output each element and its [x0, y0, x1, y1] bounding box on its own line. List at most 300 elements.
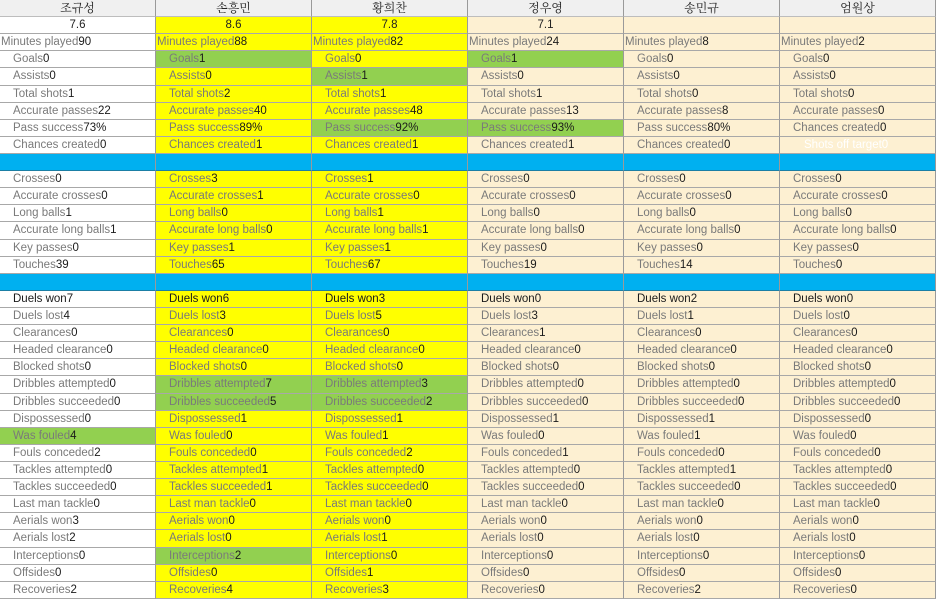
stat-cell[interactable] [624, 445, 780, 462]
stat-cell[interactable] [624, 188, 780, 205]
stat-cell[interactable] [0, 291, 156, 308]
stat-cell[interactable] [468, 291, 624, 308]
stat-cell[interactable] [780, 496, 936, 513]
stat-cell[interactable] [156, 479, 312, 496]
stat-label: Tackles succeeded [481, 481, 579, 494]
stat-cell[interactable] [624, 462, 780, 479]
stat-value: 0 [43, 53, 50, 66]
stat-label: Headed clearance [169, 344, 263, 357]
stat-label: Accurate passes [13, 104, 99, 117]
stat-cell[interactable] [0, 205, 156, 222]
rating-cell[interactable]: 7.8 [312, 17, 468, 34]
stat-cell[interactable] [156, 530, 312, 547]
stat-cell[interactable] [624, 496, 780, 513]
stat-cell[interactable] [780, 222, 936, 239]
stat-value: 0 [845, 207, 852, 220]
stat-value: 1 [261, 463, 269, 476]
stat-cell[interactable] [624, 103, 780, 120]
stat-label: Pass success [169, 121, 240, 134]
stat-cell[interactable] [780, 257, 936, 274]
stat-cell[interactable] [0, 188, 156, 205]
stat-cell[interactable] [0, 171, 156, 188]
stat-cell[interactable] [156, 496, 312, 513]
stat-cell[interactable] [0, 68, 156, 85]
stat-cell[interactable] [780, 394, 936, 411]
stat-cell[interactable] [624, 205, 780, 222]
stat-label: Was fouled [481, 429, 539, 442]
minutes-cell[interactable] [468, 34, 624, 51]
stat-label: Tackles succeeded [793, 481, 891, 494]
stat-label: Recoveries [169, 583, 227, 596]
stat-cell[interactable] [468, 342, 624, 359]
stat-cell[interactable] [468, 222, 624, 239]
section-divider [0, 274, 156, 291]
stat-cell[interactable] [780, 513, 936, 530]
stat-label: Assists [793, 70, 830, 83]
stat-label: Duels lost [169, 309, 220, 322]
stat-cell[interactable] [0, 582, 156, 599]
stat-value: 22 [98, 104, 111, 117]
stat-value: 1 [199, 53, 206, 66]
stat-label: Total shots [637, 87, 692, 100]
stat-cell[interactable] [0, 513, 156, 530]
stat-cell[interactable] [312, 171, 468, 188]
stat-label: Crosses [13, 173, 56, 186]
stat-label: Accurate crosses [325, 190, 414, 203]
stat-cell[interactable] [624, 51, 780, 68]
stat-cell[interactable] [624, 479, 780, 496]
stat-value: 82 [390, 36, 404, 49]
stat-cell[interactable] [780, 428, 936, 445]
stat-cell[interactable] [312, 103, 468, 120]
stat-cell[interactable] [312, 120, 468, 137]
stat-cell[interactable] [0, 479, 156, 496]
stat-cell[interactable] [156, 137, 312, 154]
stat-cell[interactable] [468, 68, 624, 85]
stat-cell[interactable] [780, 548, 936, 565]
stat-cell[interactable] [312, 137, 468, 154]
stat-cell[interactable] [468, 325, 624, 342]
stat-label: Pass success [481, 121, 552, 134]
rating-cell[interactable] [624, 17, 780, 34]
stat-cell[interactable] [156, 548, 312, 565]
stat-cell[interactable] [780, 103, 936, 120]
stat-cell[interactable] [312, 188, 468, 205]
stat-cell[interactable] [780, 342, 936, 359]
stat-cell[interactable] [468, 308, 624, 325]
stat-cell[interactable] [312, 394, 468, 411]
stat-label: Was fouled [793, 429, 851, 442]
stat-cell[interactable] [312, 325, 468, 342]
stat-cell[interactable] [312, 376, 468, 393]
stat-cell[interactable] [624, 394, 780, 411]
stat-cell[interactable] [780, 188, 936, 205]
stat-value: 1 [396, 412, 403, 425]
stat-cell[interactable] [0, 137, 156, 154]
rating-cell[interactable]: 8.6 [156, 17, 312, 34]
stat-cell[interactable] [156, 462, 312, 479]
stat-cell[interactable] [624, 342, 780, 359]
stat-cell[interactable] [780, 291, 936, 308]
stat-cell[interactable] [312, 359, 468, 376]
stat-label: Touches [169, 258, 212, 271]
stat-value: 14 [679, 258, 693, 271]
stat-label: Last man tackle [637, 498, 718, 511]
stat-value: 2 [223, 87, 231, 100]
stat-label: Offsides [793, 566, 835, 579]
stat-label: Key passes [13, 241, 73, 254]
stat-cell[interactable] [624, 582, 780, 599]
stat-cell[interactable] [468, 359, 624, 376]
stat-cell[interactable] [468, 188, 624, 205]
stat-value: 24 [546, 36, 560, 49]
column-header-player[interactable]: 손흥민 [156, 0, 312, 17]
stat-value: 0 [205, 70, 212, 83]
stat-cell[interactable] [624, 68, 780, 85]
stat-cell[interactable] [156, 582, 312, 599]
stat-cell[interactable] [624, 240, 780, 257]
stat-label: Duels lost [481, 309, 532, 322]
stat-value: 0 [534, 292, 542, 305]
stat-label: Recoveries [793, 583, 851, 596]
stat-cell[interactable] [312, 240, 468, 257]
stat-cell[interactable] [780, 376, 936, 393]
stat-value: 0 [422, 481, 429, 494]
stat-cell[interactable] [780, 68, 936, 85]
stat-cell[interactable] [468, 103, 624, 120]
stat-cell[interactable] [780, 582, 936, 599]
rating-cell[interactable] [780, 17, 936, 34]
stat-cell[interactable] [468, 428, 624, 445]
stat-value: 0 [106, 344, 113, 357]
stat-label: Accurate long balls [13, 224, 111, 237]
stat-cell[interactable] [156, 86, 312, 103]
stat-value: 0 [734, 224, 741, 237]
stat-value: 0 [858, 549, 866, 562]
stat-label: Dispossessed [637, 412, 709, 425]
stat-value: 0 [829, 70, 836, 83]
stat-cell[interactable] [468, 479, 624, 496]
stat-cell[interactable] [468, 137, 624, 154]
column-header-player[interactable]: 정우영 [468, 0, 624, 17]
section-divider [780, 274, 936, 291]
stat-cell[interactable] [468, 530, 624, 547]
stat-label: Last man tackle [325, 498, 406, 511]
stat-cell[interactable] [156, 222, 312, 239]
stat-cell[interactable] [156, 308, 312, 325]
stat-cell[interactable] [312, 51, 468, 68]
stat-cell[interactable] [780, 359, 936, 376]
stat-cell[interactable] [780, 137, 936, 154]
stat-cell[interactable] [780, 479, 936, 496]
stat-value: 1 [567, 138, 575, 151]
stat-cell[interactable] [624, 171, 780, 188]
stat-label: Long balls [169, 207, 222, 220]
stat-cell[interactable] [624, 137, 780, 154]
stat-cell[interactable] [0, 359, 156, 376]
stat-label: Crosses [637, 173, 680, 186]
stat-cell[interactable] [0, 86, 156, 103]
stat-cell[interactable] [156, 565, 312, 582]
stat-label: Accurate passes [325, 104, 411, 117]
stat-cell[interactable] [468, 51, 624, 68]
stat-cell[interactable] [312, 291, 468, 308]
stat-label: Crosses [169, 173, 212, 186]
stat-cell[interactable] [156, 103, 312, 120]
stat-cell[interactable] [0, 565, 156, 582]
stat-value: 5 [375, 309, 382, 322]
stat-cell[interactable] [312, 548, 468, 565]
stat-cell[interactable] [0, 342, 156, 359]
stat-cell[interactable] [624, 86, 780, 103]
stat-cell[interactable] [780, 240, 936, 257]
stat-cell[interactable] [624, 257, 780, 274]
stat-cell[interactable] [468, 205, 624, 222]
column-header-player[interactable]: 송민규 [624, 0, 780, 17]
stat-label: Offsides [325, 566, 367, 579]
stat-cell[interactable] [468, 411, 624, 428]
stat-value: 0 [695, 327, 702, 340]
stat-cell[interactable] [156, 51, 312, 68]
stat-cell[interactable] [312, 530, 468, 547]
stat-cell[interactable] [624, 308, 780, 325]
stat-cell[interactable] [0, 411, 156, 428]
stat-cell[interactable] [312, 582, 468, 599]
stat-cell[interactable] [156, 411, 312, 428]
stat-value: 0 [417, 463, 425, 476]
stat-cell[interactable] [468, 548, 624, 565]
stat-cell[interactable] [0, 496, 156, 513]
stat-label: Minutes played [157, 36, 235, 49]
stat-value: 4 [226, 583, 233, 596]
stat-cell[interactable] [312, 428, 468, 445]
minutes-cell[interactable] [780, 34, 936, 51]
stat-cell[interactable] [780, 205, 936, 222]
stat-cell[interactable] [468, 513, 624, 530]
stat-cell[interactable] [0, 103, 156, 120]
stat-cell[interactable] [468, 445, 624, 462]
stat-cell[interactable] [156, 342, 312, 359]
stat-label: Headed clearance [637, 344, 731, 357]
stat-value: 4 [63, 309, 70, 322]
stat-value: 0 [850, 429, 857, 442]
stat-cell[interactable] [156, 428, 312, 445]
stat-cell[interactable] [624, 548, 780, 565]
stat-cell[interactable] [312, 308, 468, 325]
stat-cell[interactable] [780, 530, 936, 547]
stat-cell[interactable] [624, 120, 780, 137]
stat-label: Total shots [169, 87, 224, 100]
stat-value: 1 [257, 190, 264, 203]
stat-label: Last man tackle [169, 498, 250, 511]
stat-cell[interactable] [0, 394, 156, 411]
stat-cell[interactable] [312, 496, 468, 513]
stat-cell[interactable] [0, 120, 156, 137]
stat-cell[interactable] [156, 257, 312, 274]
stat-value: 0 [578, 481, 585, 494]
stat-cell[interactable] [156, 359, 312, 376]
stat-cell[interactable] [156, 188, 312, 205]
stat-label: Last man tackle [793, 498, 874, 511]
stat-cell[interactable] [0, 257, 156, 274]
stat-value: 2 [70, 583, 77, 596]
stat-cell[interactable] [156, 394, 312, 411]
stat-value: 0 [708, 361, 716, 374]
stat-value: 0 [574, 344, 581, 357]
minutes-cell[interactable] [312, 34, 468, 51]
minutes-cell[interactable] [156, 34, 312, 51]
stat-cell[interactable] [780, 445, 936, 462]
stat-cell[interactable] [624, 411, 780, 428]
stat-cell[interactable] [468, 565, 624, 582]
column-header-player[interactable]: 엄원상 [780, 0, 936, 17]
stat-cell[interactable] [780, 86, 936, 103]
stat-label: Fouls conceded [637, 446, 719, 459]
stat-label: Dribbles attempted [481, 378, 578, 391]
stat-value: 0 [84, 361, 92, 374]
stat-label: Dribbles succeeded [481, 395, 583, 408]
stat-cell[interactable] [312, 205, 468, 222]
stat-cell[interactable] [0, 376, 156, 393]
stat-label: Aerials lost [169, 532, 226, 545]
stat-cell[interactable] [156, 120, 312, 137]
stat-cell[interactable] [0, 308, 156, 325]
stat-cell[interactable] [312, 445, 468, 462]
stat-label: Clearances [325, 327, 384, 340]
stat-value: 0 [538, 583, 545, 596]
stat-cell[interactable] [468, 240, 624, 257]
stat-cell[interactable] [156, 171, 312, 188]
stat-cell[interactable] [624, 359, 780, 376]
section-divider [624, 274, 780, 291]
stat-label: Accurate long balls [793, 224, 891, 237]
stat-cell[interactable] [312, 86, 468, 103]
stat-cell[interactable] [624, 513, 780, 530]
stat-value: 3 [378, 292, 386, 305]
stat-cell[interactable] [156, 513, 312, 530]
stat-cell[interactable] [156, 240, 312, 257]
stat-label: Was fouled [169, 429, 227, 442]
stat-value: 3 [72, 515, 79, 528]
column-header-player[interactable]: 조규성 [0, 0, 156, 17]
rating-cell[interactable]: 7.6 [0, 17, 156, 34]
stat-cell[interactable] [468, 462, 624, 479]
stat-value: 0 [873, 498, 880, 511]
stat-cell[interactable] [624, 565, 780, 582]
stat-label: Interceptions [481, 549, 547, 562]
stat-cell[interactable] [468, 257, 624, 274]
stat-cell[interactable] [780, 120, 936, 137]
stat-value: 0 [561, 498, 568, 511]
stat-value: 13 [566, 104, 579, 117]
stat-cell[interactable] [0, 548, 156, 565]
stat-cell[interactable] [0, 240, 156, 257]
minutes-cell[interactable] [0, 34, 156, 51]
stat-cell[interactable] [312, 411, 468, 428]
stat-cell[interactable] [468, 582, 624, 599]
stat-cell[interactable] [624, 376, 780, 393]
stat-cell[interactable] [624, 325, 780, 342]
minutes-cell[interactable] [624, 34, 780, 51]
stat-cell[interactable] [780, 325, 936, 342]
stat-label: Aerials lost [325, 532, 382, 545]
stat-cell[interactable] [468, 171, 624, 188]
stat-cell[interactable] [780, 51, 936, 68]
stat-value: 0 [667, 53, 674, 66]
stat-value: 1 [511, 53, 518, 66]
stat-cell[interactable] [312, 222, 468, 239]
rating-cell[interactable]: 7.1 [468, 17, 624, 34]
stat-value: 0 [725, 190, 732, 203]
stat-label: Tackles succeeded [325, 481, 423, 494]
column-header-player[interactable]: 황희찬 [312, 0, 468, 17]
stat-cell[interactable] [468, 376, 624, 393]
stat-cell[interactable] [312, 342, 468, 359]
stat-cell[interactable] [0, 462, 156, 479]
stat-value: 3 [211, 173, 218, 186]
stat-cell[interactable] [624, 291, 780, 308]
stat-label: Fouls conceded [169, 446, 251, 459]
stat-cell[interactable] [312, 479, 468, 496]
stat-value: 39 [55, 258, 69, 271]
stat-cell[interactable] [0, 222, 156, 239]
stat-cell[interactable] [468, 120, 624, 137]
stat-cell[interactable] [780, 462, 936, 479]
stat-label: Key passes [793, 241, 853, 254]
stat-cell[interactable] [156, 291, 312, 308]
stat-value: 0 [533, 207, 540, 220]
stat-cell[interactable] [312, 462, 468, 479]
stat-cell[interactable] [780, 411, 936, 428]
stat-cell[interactable] [780, 308, 936, 325]
stat-cell[interactable] [468, 86, 624, 103]
stat-label: Dribbles succeeded [13, 395, 115, 408]
stat-cell[interactable] [156, 445, 312, 462]
stat-cell[interactable] [312, 565, 468, 582]
stat-value: 1 [379, 87, 387, 100]
stat-value: 1 [384, 241, 391, 254]
stat-cell[interactable] [156, 68, 312, 85]
stat-cell[interactable] [468, 394, 624, 411]
stat-cell[interactable] [156, 325, 312, 342]
stat-label: Assists [169, 70, 206, 83]
stat-cell[interactable] [780, 565, 936, 582]
stat-value: 0 [717, 498, 724, 511]
stat-cell[interactable] [312, 257, 468, 274]
stat-cell[interactable] [0, 428, 156, 445]
stat-label: Key passes [637, 241, 697, 254]
stat-cell[interactable] [312, 68, 468, 85]
stat-cell[interactable] [156, 376, 312, 393]
stat-cell[interactable] [0, 530, 156, 547]
stat-value: 0 [835, 258, 843, 271]
stat-label: Duels won [169, 292, 223, 305]
stat-cell[interactable] [624, 222, 780, 239]
stat-cell[interactable] [156, 205, 312, 222]
stat-value: 2 [858, 36, 865, 49]
stat-cell[interactable] [312, 513, 468, 530]
stat-label: Accurate passes [793, 104, 879, 117]
stat-label: Chances created [169, 138, 256, 151]
stat-cell[interactable] [468, 496, 624, 513]
stat-cell[interactable] [0, 325, 156, 342]
stat-label: Clearances [793, 327, 852, 340]
stat-cell[interactable] [624, 428, 780, 445]
stat-cell[interactable] [780, 171, 936, 188]
stat-cell[interactable] [0, 51, 156, 68]
stat-cell[interactable] [0, 445, 156, 462]
stat-cell[interactable] [624, 530, 780, 547]
